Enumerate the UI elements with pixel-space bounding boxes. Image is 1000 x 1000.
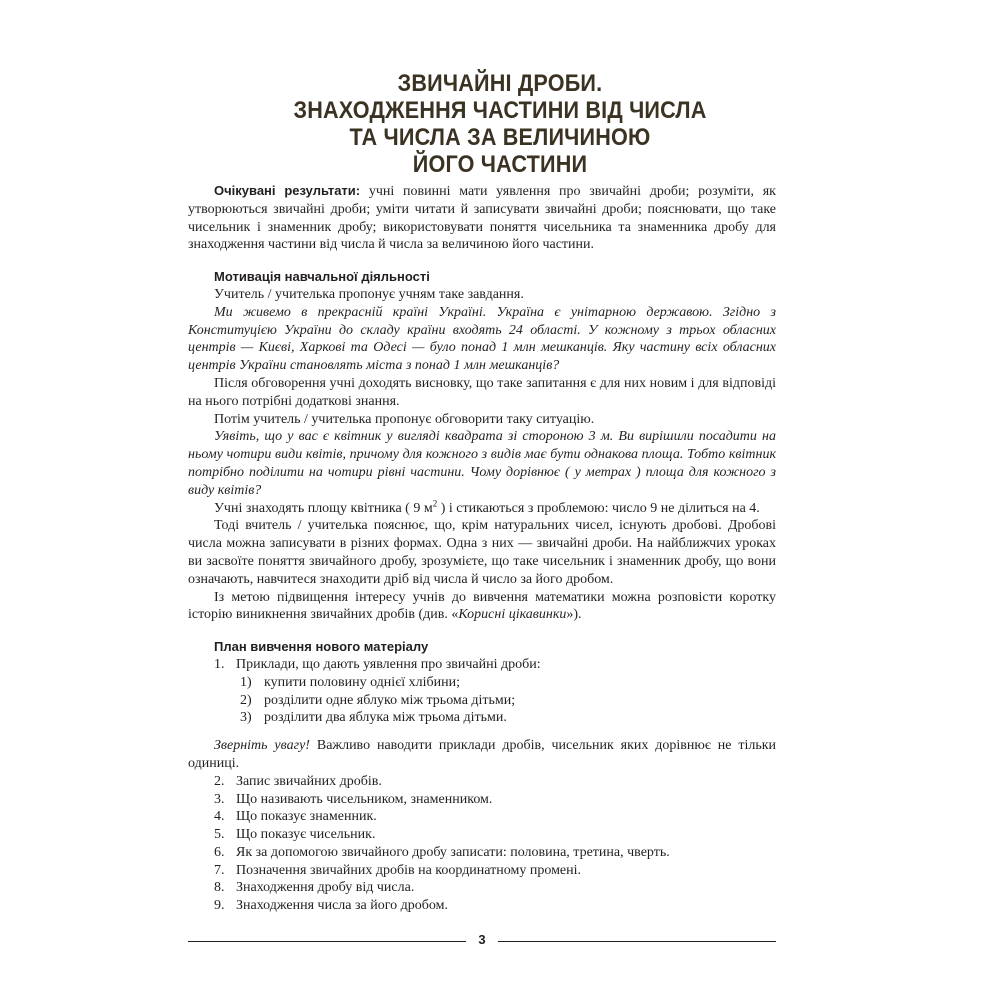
- plan-item: [188, 773, 776, 791]
- plan-sublist: [214, 674, 776, 727]
- plan-subitem-text: розділити одне яблуко між трьома дітьми;: [264, 692, 516, 708]
- task-regions: Ми живемо в прекрасній країні Україні. Україна є унітарною державою. Згідно з Конституцією України до складу країни входять 24 області. У кожному з трьох обласних центрів — Києві, Харкові та Одесі — було понад 1 млн мешканців. Яку частину всіх обласних центрів України становлять міста з понад 1 млн мешканців?: [188, 304, 776, 374]
- plan-subitem: [240, 709, 776, 727]
- page-number: 3: [478, 932, 486, 947]
- plan-list-first: [188, 656, 776, 727]
- expected-results-label: Очікувані результати:: [214, 183, 361, 198]
- title-line-2: ЗНАХОДЖЕННЯ ЧАСТИНИ ВІД ЧИСЛА: [293, 97, 707, 124]
- page-title: [0, 70, 1000, 178]
- plan-item-text: Позначення звичайних дробів на координатному промені.: [236, 862, 582, 878]
- plan-item-text: Що показує чисельник.: [236, 827, 376, 843]
- plan-item-number: 2.: [214, 773, 225, 789]
- page-body: [188, 182, 776, 915]
- plan-item-number: 1.: [214, 656, 225, 672]
- motivation-intro: Учитель / учителька пропонує учням таке завдання.: [214, 286, 524, 302]
- history-paragraph: [188, 589, 776, 625]
- attention-label: Зверніть увагу!: [214, 738, 310, 754]
- plan-subitem-text: купити половину однієї хлібини;: [264, 674, 460, 690]
- plan-item-text: Що називають чисельником, знаменником.: [236, 791, 493, 807]
- plan-item-text: Знаходження дробу від числа.: [236, 880, 415, 896]
- plan-item-text: Приклади, що дають уявлення про звичайні дроби:: [236, 656, 541, 672]
- area-text-a: Учні знаходять площу квітника ( 9 м: [214, 500, 433, 516]
- title-line-1: ЗВИЧАЙНІ ДРОБИ.: [397, 70, 603, 97]
- plan-subitem-number: 3): [240, 710, 252, 726]
- plan-item: [188, 826, 776, 844]
- title-line-4: ЙОГО ЧАСТИНИ: [412, 151, 588, 178]
- history-text-b: »).: [566, 607, 582, 623]
- plan-subitem: [240, 692, 776, 710]
- plan-item: [188, 862, 776, 880]
- situation-intro: Потім учитель / учителька пропонує обговорити таку ситуацію.: [214, 411, 595, 427]
- footer-rule-right: [498, 941, 776, 942]
- fractions-explanation: Тоді вчитель / учителька пояснює, що, крім натуральних чисел, існують дробові. Дробові числа можна записувати в різних формах. Одна з них — звичайні дроби. На найближчих уроках ви засвоїте поняття звичайного дробу, зрозумієте, що таке чисельник і знаменник дробу, що вони означають, навчитеся знаходити дріб від числа й число за його дробом.: [188, 518, 776, 587]
- attention-text: Важливо наводити приклади дробів, чисельник яких дорівнює не тільки одиниці.: [188, 738, 777, 771]
- expected-results-text: учні повинні мати уявлення про звичайні дроби; розуміти, як утворюються звичайні дроби; уміти читати й записувати звичайні дроби; пояснювати, що таке чисельник і знаменник дробу; використовувати поняття чисельника та знаменника дробу для знаходження частини від числа й числа за величиною його частини.: [188, 184, 776, 253]
- plan-item: [188, 656, 776, 727]
- history-text-a: Із метою підвищення інтересу учнів до вивчення математики можна розповісти коротку історію виникнення звичайних дробів (див. «: [188, 589, 776, 623]
- plan-subitem-text: розділити два яблука між трьома дітьми.: [264, 710, 507, 726]
- area-text-b: ) і стикаються з проблемою: число 9 не ділиться на 4.: [437, 500, 760, 516]
- plan-item: [188, 844, 776, 862]
- plan-item-text: Знаходження числа за його дробом.: [236, 898, 448, 914]
- plan-item-number: 6.: [214, 844, 225, 860]
- area-paragraph: [188, 497, 776, 518]
- plan-subitem-number: 1): [240, 674, 252, 690]
- task-flowerbed: Уявіть, що у вас є квітник у вигляді квадрата зі стороною 3 м. Ви вирішили посадити на ньому чотири види квітів, причому для кожного з видів має бути однакова площа. Тобто квітник потрібно поділити на чотири рівні частини. Чому дорівнює ( у метрах ) площа для кожного з виду квітів?: [188, 429, 776, 498]
- plan-heading: План вивчення нового матеріалу: [214, 639, 429, 655]
- plan-item-number: 5.: [214, 827, 225, 843]
- plan-item-number: 9.: [214, 898, 225, 914]
- plan-item: [188, 808, 776, 826]
- motivation-heading: Мотивація навчальної діяльності: [214, 269, 430, 285]
- area-superscript: 2: [432, 497, 438, 508]
- plan-item: [188, 791, 776, 809]
- plan-subitem-number: 2): [240, 692, 252, 708]
- history-reference: Корисні цікавинки: [458, 607, 567, 623]
- plan-item: [188, 897, 776, 915]
- plan-item-number: 8.: [214, 880, 225, 896]
- plan-subitem: [240, 674, 776, 692]
- plan-item-number: 7.: [214, 862, 225, 878]
- plan-list-rest: [188, 773, 776, 915]
- attention-note: [188, 737, 776, 773]
- plan-item: [188, 879, 776, 897]
- plan-item-number: 4.: [214, 809, 225, 825]
- plan-item-text: Що показує знаменник.: [236, 809, 377, 825]
- title-line-3: ТА ЧИСЛА ЗА ВЕЛИЧИНОЮ: [349, 124, 651, 151]
- page-footer: [188, 932, 776, 952]
- plan-item-text: Як за допомогою звичайного дробу записати: половина, третина, чверть.: [236, 844, 670, 860]
- expected-results-paragraph: [188, 182, 776, 254]
- plan-item-text: Запис звичайних дробів.: [236, 773, 382, 789]
- plan-item-number: 3.: [214, 791, 225, 807]
- discussion-paragraph: Після обговорення учні доходять висновку, що таке запитання є для них новим і для відповіді на нього потрібні додаткові знання.: [188, 375, 776, 409]
